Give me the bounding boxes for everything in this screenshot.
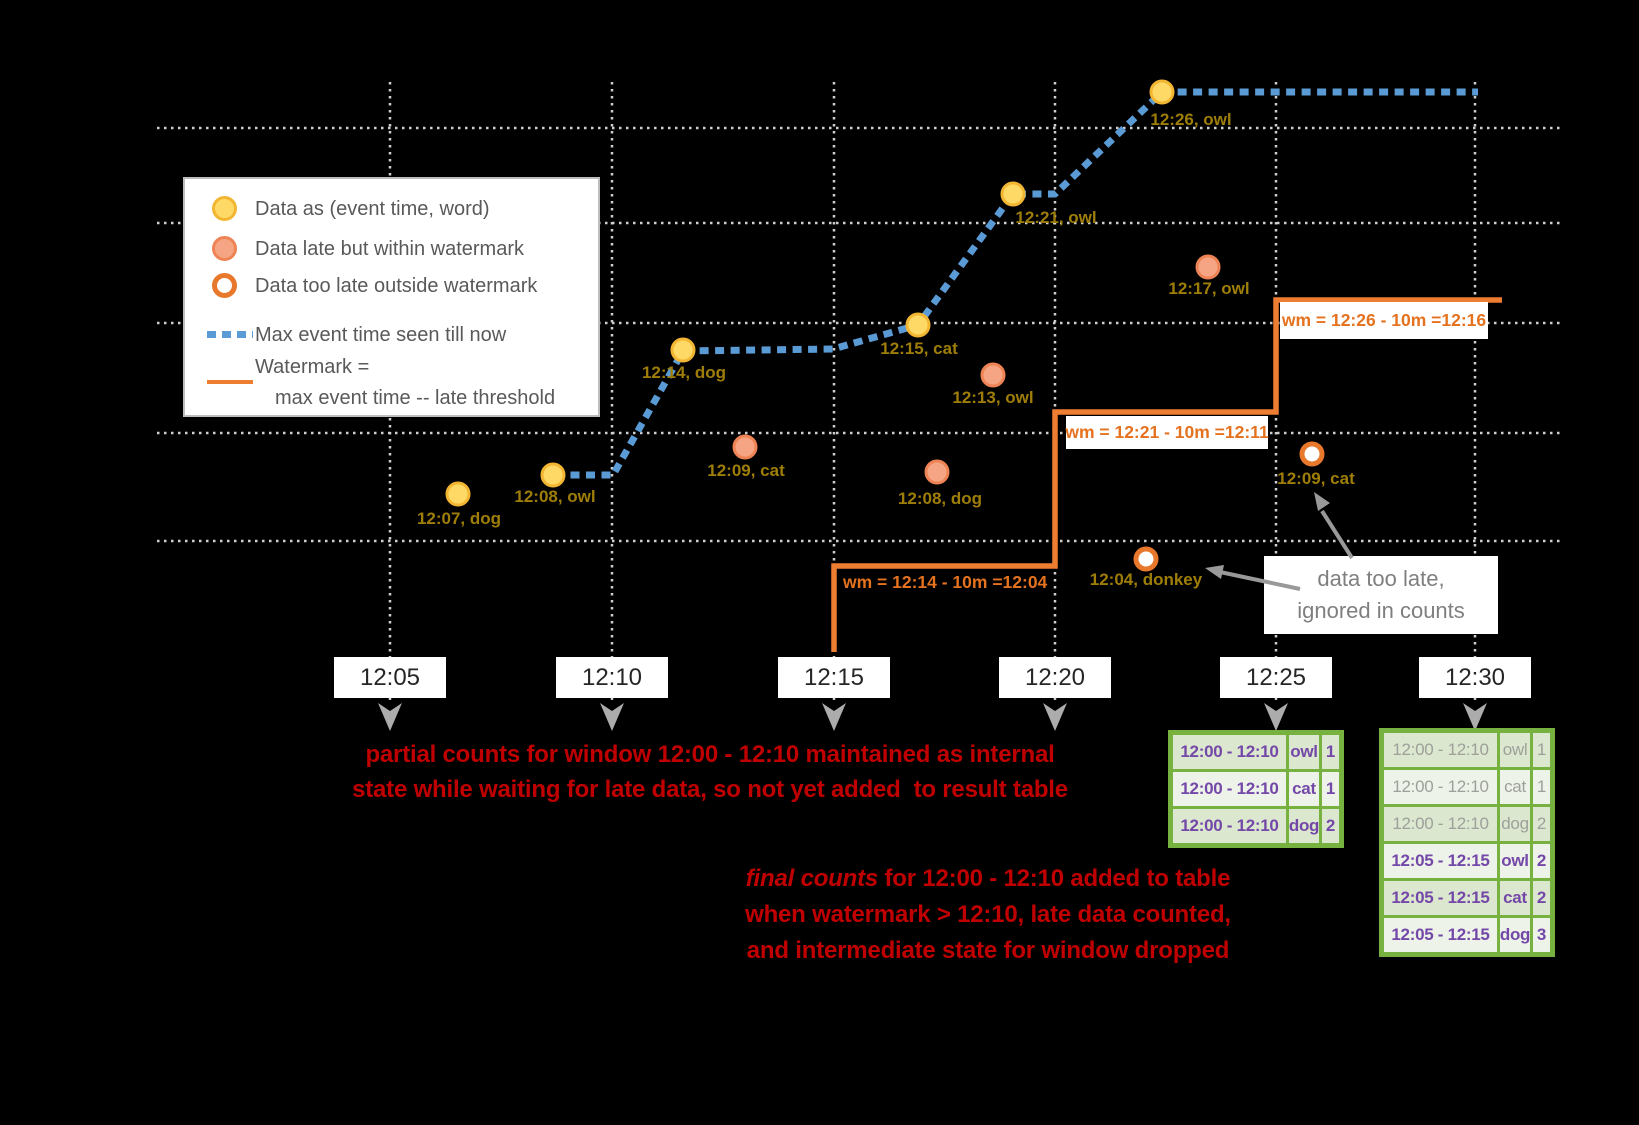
table-cell-word: owl: [1500, 733, 1530, 767]
annotation-line: when watermark > 12:10, late data counted,: [745, 901, 1231, 928]
table-cell-window: 12:00 - 12:10: [1384, 733, 1497, 767]
point-label: 12:04, donkey: [1089, 570, 1203, 589]
legend-item-label: Watermark =: [255, 355, 370, 378]
table-cell-word: dog: [1500, 918, 1530, 952]
annotation-line: partial counts for window 12:00 - 12:10 maintained as internal: [365, 741, 1055, 768]
table-cell-word: cat: [1500, 770, 1530, 804]
point-label: 12:09, cat: [1277, 469, 1355, 488]
arrow-head-icon: [1205, 565, 1224, 579]
table-cell-count: 2: [1533, 844, 1550, 878]
legend-item-label: Data too late outside watermark: [255, 274, 538, 297]
table-cell-word: dog: [1289, 809, 1319, 843]
table-cell-word: cat: [1289, 772, 1319, 806]
table-cell-count: 2: [1322, 809, 1339, 843]
legend-item-label: Data as (event time, word): [255, 197, 490, 220]
legend-item-label: Max event time seen till now: [255, 323, 507, 346]
annotation-line-rest: for 12:00 - 12:10 added to table: [878, 865, 1231, 892]
legend-item-label: max event time -- late threshold: [275, 386, 556, 409]
point-label: 12:14, dog: [641, 363, 727, 382]
note-line: data too late,: [1317, 566, 1445, 591]
table-cell-window: 12:00 - 12:10: [1384, 770, 1497, 804]
point-label: 12:08, dog: [897, 489, 983, 508]
wm-step-label: wm = 12:14 - 10m =12:04: [843, 572, 1048, 592]
table-cell-window: 12:00 - 12:10: [1173, 772, 1286, 806]
time-tick-12-10: 12:10: [556, 657, 668, 698]
point-label: 12:21, owl: [1015, 208, 1097, 227]
table-cell-word: owl: [1500, 844, 1530, 878]
legend-item-label: Data late but within watermark: [255, 237, 525, 260]
point-label: 12:17, owl: [1168, 279, 1250, 298]
table-cell-count: 1: [1322, 772, 1339, 806]
time-tick-12-25: 12:25: [1220, 657, 1332, 698]
table-cell-count: 3: [1533, 918, 1550, 952]
table-cell-count: 1: [1322, 735, 1339, 769]
annotation-line: and intermediate state for window dropped: [746, 937, 1230, 964]
table-cell-count: 2: [1533, 881, 1550, 915]
table-cell-word: dog: [1500, 807, 1530, 841]
time-tick-12-20: 12:20: [999, 657, 1111, 698]
wm-step-label: wm = 12:21 - 10m =12:11: [1066, 416, 1268, 449]
arrow-to-late-cat: [1322, 511, 1352, 558]
time-tick-12-30: 12:30: [1419, 657, 1531, 698]
point-label: 12:15, cat: [880, 339, 958, 358]
point-label: 12:13, owl: [952, 388, 1034, 407]
point-label: 12:08, owl: [514, 487, 596, 506]
table-cell-window: 12:00 - 12:10: [1384, 807, 1497, 841]
time-tick-12-15: 12:15: [778, 657, 890, 698]
table-cell-window: 12:05 - 12:15: [1384, 844, 1497, 878]
table-cell-count: 1: [1533, 733, 1550, 767]
table-cell-window: 12:05 - 12:15: [1384, 881, 1497, 915]
table-cell-window: 12:00 - 12:10: [1173, 809, 1286, 843]
wm-step-label: wm = 12:26 - 10m =12:16: [1280, 302, 1488, 339]
table-cell-count: 1: [1533, 770, 1550, 804]
note-line: ignored in counts: [1297, 598, 1465, 623]
point-label: 12:07, dog: [416, 509, 502, 528]
point-label: 12:09, cat: [707, 461, 785, 480]
time-tick-12-05: 12:05: [334, 657, 446, 698]
table-cell-word: cat: [1500, 881, 1530, 915]
arrow-to-donkey: [1220, 572, 1300, 589]
final-counts-emphasis: final counts: [745, 865, 879, 892]
annotation-line: state while waiting for late data, so not yet added to result table: [352, 776, 1068, 803]
table-cell-window: 12:00 - 12:10: [1173, 735, 1286, 769]
table-cell-window: 12:05 - 12:15: [1384, 918, 1497, 952]
arrow-head-icon: [1314, 492, 1330, 511]
table-cell-word: owl: [1289, 735, 1319, 769]
point-label: 12:26, owl: [1150, 110, 1232, 129]
table-cell-count: 2: [1533, 807, 1550, 841]
